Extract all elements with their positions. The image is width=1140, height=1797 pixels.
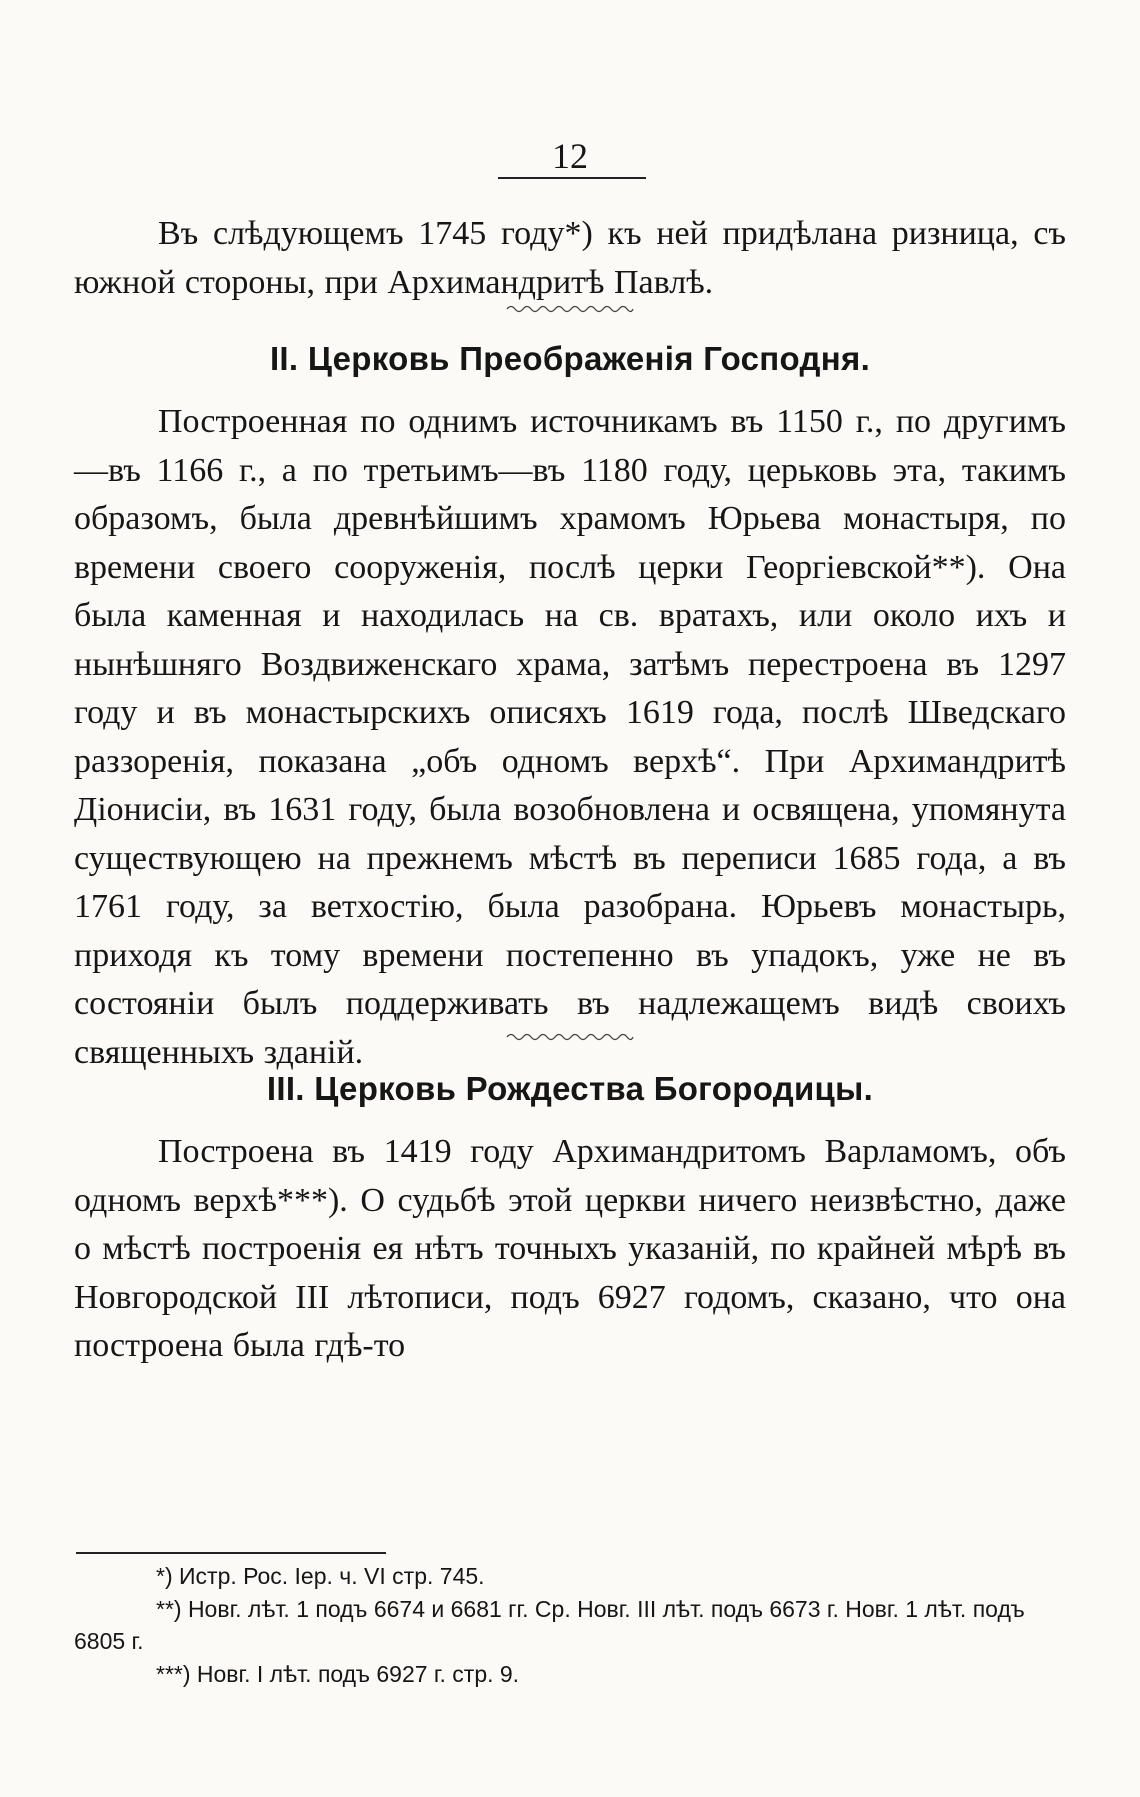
section-paragraph-2: Построенная по однимъ источникамъ въ 1150 г., по другимъ—въ 1166 г., а по третьимъ—въ 1180 году, церьковь эта, такимъ образомъ, была древнѣйшимъ храмомъ Юрьева монастыря, по времени своего сооруженія, послѣ церки Георгіевской**). Она была каменная и находилась на св. вратахъ, или около ихъ и нынѣшняго Воздвиженскаго храма, затѣмъ перестроена въ 1297 году и въ монастырскихъ описяхъ 1619 года, послѣ Шведскаго раззоренія, показана „объ одномъ верхѣ“. При Архимандритѣ Діонисіи, въ 1631 году, была возобновлена и освящена, упомянута существующею на прежнемъ мѣстѣ въ переписи 1685 года, а въ 1761 году, за ветхостію, была разобрана. Юрьевъ монастырь, приходя къ тому времени постепенно въ упадокъ, уже не въ состояніи былъ поддерживать въ надлежащемъ видѣ своихъ священныхъ зданій.	[74, 403, 1066, 1071]
ornament-icon	[505, 1030, 635, 1044]
section-heading-2: II. Церковь Преображенія Господня.	[269, 340, 871, 377]
ornament-icon	[505, 302, 635, 316]
footnote-3: ***) Новг. I лѣт. подъ 6927 г. стр. 9.	[156, 1660, 520, 1687]
footnote-rule	[76, 1552, 386, 1554]
ornament-divider-2	[74, 1030, 1066, 1044]
section-heading-3: III. Церковь Рождества Богородицы.	[266, 1070, 874, 1107]
footnote-1: *) Истр. Рос. Іер. ч. VI стр. 745.	[156, 1563, 485, 1589]
page-number-rule	[498, 177, 646, 179]
footnotes	[74, 1560, 1066, 1690]
page-number: 12	[552, 136, 588, 176]
intro-paragraph: Въ слѣдующемъ 1745 году*) къ ней придѣлана ризница, съ южной стороны, при Архимандритѣ Павлѣ.	[74, 215, 1066, 301]
section-paragraph-3: Построена въ 1419 году Архимандритомъ Варламомъ, объ одномъ верхѣ***). О судьбѣ этой церкви ничего неизвѣстно, даже о мѣстѣ построенія ея нѣтъ точныхъ указаній, по крайней мѣрѣ въ Новгородской III лѣтописи, подъ 6927 годомъ, сказано, что она построена была гдѣ-то	[74, 1133, 1066, 1364]
book-page	[74, 0, 1066, 1797]
footnote-2: **) Новг. лѣт. 1 подъ 6674 и 6681 гг. Ср. Новг. III лѣт. подъ 6673 г. Новг. 1 лѣт. подъ 6805 г.	[74, 1595, 1025, 1654]
ornament-divider-1	[74, 302, 1066, 316]
